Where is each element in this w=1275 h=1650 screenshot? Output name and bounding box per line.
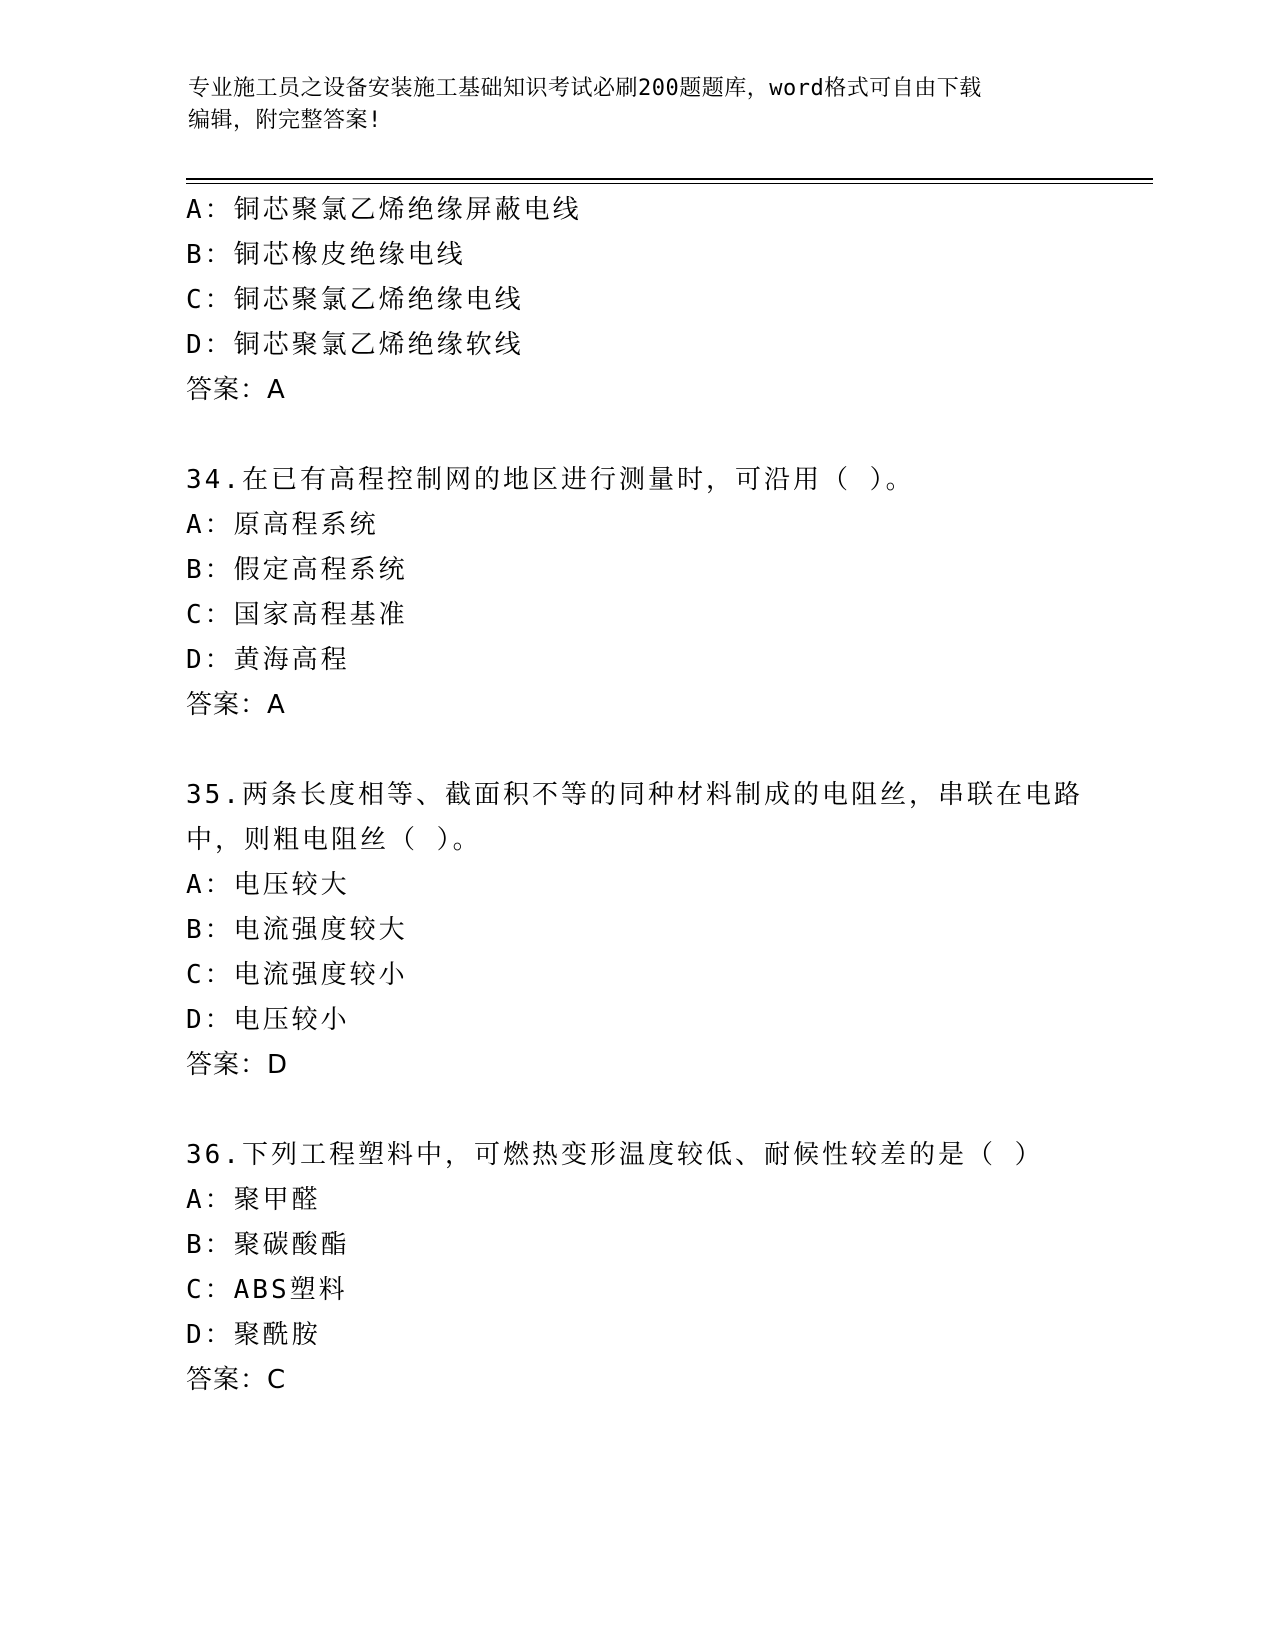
option-b: B：假定高程系统 <box>186 555 408 585</box>
question-stem: 34.在已有高程控制网的地区进行测量时，可沿用（ ）。 <box>186 465 915 495</box>
question-stem: 36.下列工程塑料中，可燃热变形温度较低、耐候性较差的是（ ） <box>186 1140 1044 1170</box>
question-36 <box>186 1133 1086 1403</box>
header-title-line-1: 专业施工员之设备安装施工基础知识考试必刷200题题库，word格式可自由下载 <box>188 76 982 101</box>
option-a: A：铜芯聚氯乙烯绝缘屏蔽电线 <box>186 195 582 225</box>
option-d: D：电压较小 <box>186 1005 350 1035</box>
option-c: C：铜芯聚氯乙烯绝缘电线 <box>186 285 524 315</box>
answer-line: 答案：C <box>186 1365 287 1395</box>
question-35 <box>186 773 1086 1088</box>
option-b: B：聚碳酸酯 <box>186 1230 350 1260</box>
option-d: D：聚酰胺 <box>186 1320 321 1350</box>
option-a: A：原高程系统 <box>186 510 379 540</box>
option-d: D：铜芯聚氯乙烯绝缘软线 <box>186 330 524 360</box>
answer-line: 答案：D <box>186 1050 289 1080</box>
option-b: B：铜芯橡皮绝缘电线 <box>186 240 466 270</box>
option-d: D：黄海高程 <box>186 645 350 675</box>
answer-line: 答案：A <box>186 375 286 405</box>
header-divider-thick <box>186 178 1153 180</box>
question-list <box>186 188 1086 1403</box>
question-33-continuation <box>186 188 1086 413</box>
header-title-line-2: 编辑，附完整答案! <box>188 108 382 133</box>
option-c: C：电流强度较小 <box>186 960 408 990</box>
option-a: A：聚甲醛 <box>186 1185 321 1215</box>
header-divider-thin <box>186 183 1153 184</box>
option-a: A：电压较大 <box>186 870 350 900</box>
document-header <box>188 73 1088 137</box>
question-34 <box>186 458 1086 728</box>
answer-line: 答案：A <box>186 690 286 720</box>
question-stem: 35.两条长度相等、截面积不等的同种材料制成的电阻丝，串联在电路 <box>186 780 1083 810</box>
option-b: B：电流强度较大 <box>186 915 408 945</box>
question-stem-continuation: 中，则粗电阻丝（ ）。 <box>186 825 482 855</box>
option-c: C：ABS塑料 <box>186 1275 348 1305</box>
option-c: C：国家高程基准 <box>186 600 408 630</box>
